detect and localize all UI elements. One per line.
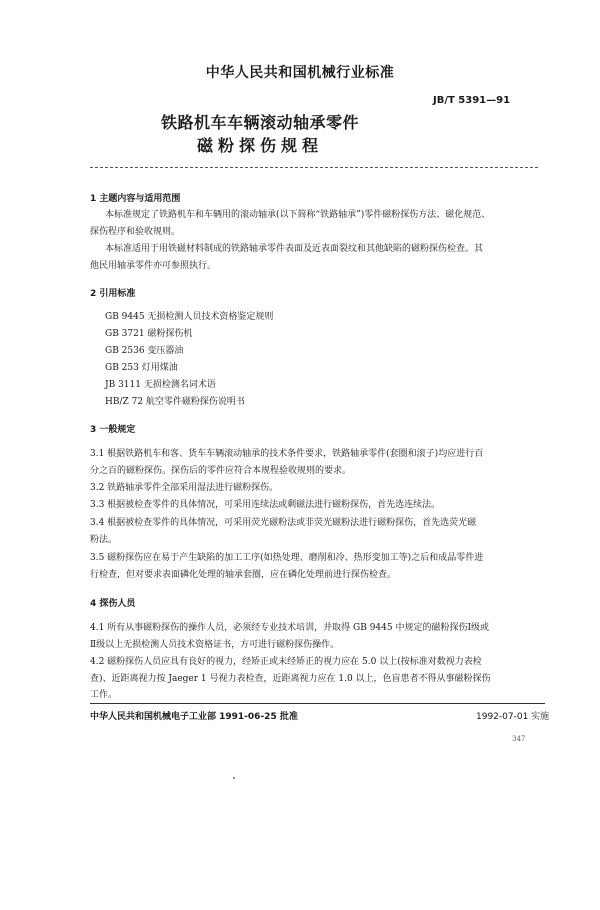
clause-3-1-line-1: 3.1 根据铁路机车和客、货车车辆滚动轴承的技术条件要求，铁路轴承零件(套圈和滚子)均应进行百 xyxy=(90,449,484,459)
reference-item: GB 9445 无损检测人员技术资格鉴定规则 xyxy=(105,312,274,322)
section-2-heading: 2 引用标准 xyxy=(90,289,136,299)
clause-3-2: 3.2 铁路轴承零件全部采用湿法进行磁粉探伤。 xyxy=(90,483,279,493)
reference-item: JB 3111 无损检测名词术语 xyxy=(105,380,216,390)
standard-code: JB/T 5391—91 xyxy=(433,95,511,106)
reference-item: GB 253 灯用煤油 xyxy=(105,363,178,373)
reference-item: GB 2536 变压器油 xyxy=(105,346,184,356)
reference-item: GB 3721 磁粉探伤机 xyxy=(105,329,193,339)
clause-3-5-line-1: 3.5 磁粉探伤应在易于产生缺陷的加工工序(如热处理、磨削和冷、热形变加工等)之后和成品零件进 xyxy=(90,553,484,563)
approval-note: 中华人民共和国机械电子工业部 1991-06-25 批准 xyxy=(90,712,298,722)
page-number: 347 xyxy=(512,735,526,743)
implementation-date: 1992-07-01 实施 xyxy=(476,712,550,722)
clause-4-2-line-1: 4.2 磁粉探伤人员应具有良好的视力，经矫正或未经矫正的视力应在 5.0 以上(按标准对数视力表检 xyxy=(90,657,482,667)
section-4-heading: 4 探伤人员 xyxy=(90,599,136,609)
document-title-line1: 铁路机车车辆滚动轴承零件 xyxy=(160,113,359,132)
section-1-heading: 1 主题内容与适用范围 xyxy=(90,194,181,204)
footer-divider xyxy=(90,703,545,704)
clause-3-4-line-2: 粉法。 xyxy=(90,535,118,545)
section-1-paragraph-1-line-2: 探伤程序和验收规则。 xyxy=(90,227,181,237)
standard-header: 中华人民共和国机械行业标准 xyxy=(205,65,395,81)
clause-4-1-line-2: Ⅱ级以上无损检测人员技术资格证书，方可进行磁粉探伤操作。 xyxy=(90,640,340,650)
section-1-paragraph-2-line-1: 本标准适用于用铁磁材料制成的铁路轴承零件表面及近表面裂纹和其他缺陷的磁粉探伤检查。其 xyxy=(105,244,484,254)
section-1-paragraph-2-line-2: 他民用轴承零件亦可参照执行。 xyxy=(90,261,217,271)
clause-3-3: 3.3 根据被检查零件的具体情况，可采用连续法或剩磁法进行磁粉探伤，首先选连续法。 xyxy=(90,500,441,510)
clause-3-5-line-2: 行检查，但对要求表面磷化处理的轴承套圈，应在磷化处理前进行探伤检查。 xyxy=(90,570,397,580)
clause-3-1-line-2: 分之百的磁粉探伤。探伤后的零件应符合本规程验收规则的要求。 xyxy=(90,466,352,476)
scan-speck xyxy=(233,777,235,779)
clause-4-1-line-1: 4.1 所有从事磁粉探伤的操作人员，必须经专业技术培训，并取得 GB 9445 中规定的磁粉探伤Ⅰ级或 xyxy=(90,623,490,633)
section-1-paragraph-1-line-1: 本标准规定了铁路机车和车辆用的滚动轴承(以下简称“铁路轴承”)零件磁粉探伤方法、磁化规范、 xyxy=(105,210,491,220)
clause-3-4-line-1: 3.4 根据被检查零件的具体情况，可采用荧光磁粉法或非荧光磁粉法进行磁粉探伤，首先选荧光磁 xyxy=(90,518,477,528)
reference-item: HB/Z 72 航空零件磁粉探伤说明书 xyxy=(105,397,245,407)
section-3-heading: 3 一般规定 xyxy=(90,425,136,435)
clause-4-2-line-3: 工作。 xyxy=(90,690,118,700)
clause-4-2-line-2: 查)、近距离视力按 Jaeger 1 号视力表检查，近距离视力应在 1.0 以上，色盲患者不得从事磁粉探伤 xyxy=(90,674,491,684)
document-title-line2: 磁粉探伤规程 xyxy=(196,136,323,155)
title-divider xyxy=(90,167,538,168)
